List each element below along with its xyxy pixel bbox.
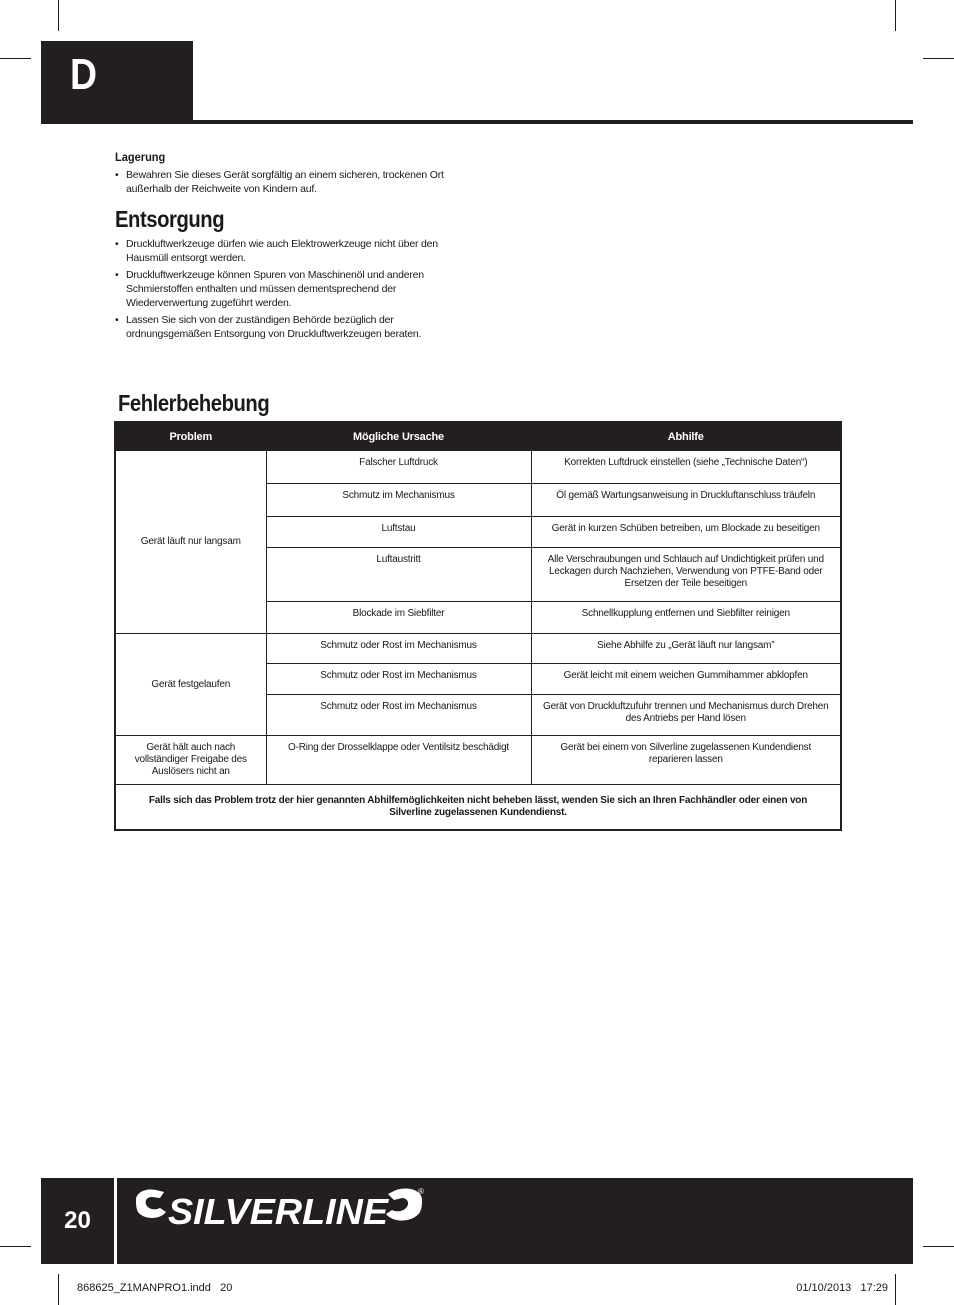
troubleshooting-table: [114, 421, 842, 831]
table-row: [115, 736, 841, 785]
crop-mark: [895, 1274, 896, 1305]
remedy-cell: Schnellkupplung entfernen und Siebfilter reinigen: [531, 602, 841, 634]
table-row: [115, 451, 841, 484]
remedy-cell: Öl gemäß Wartungsanweisung in Druckluftanschluss träufeln: [531, 484, 841, 517]
slug-date-time: 01/10/2013 17:29: [796, 1282, 888, 1294]
problem-cell: Gerät läuft nur langsam: [115, 451, 266, 634]
list-item: • Bewahren Sie dieses Gerät sorgfältig an einem sicheren, trockenen Ort außerhalb der Reichweite von Kindern auf.: [115, 168, 445, 196]
language-letter: D: [70, 50, 98, 99]
slug-file: 868625_Z1MANPRO1.indd 20: [77, 1282, 233, 1294]
footer-note: Falls sich das Problem trotz der hier genannten Abhilfemöglichkeiten nicht beheben lässt, wenden Sie sich an Ihren Fachhändler oder einen von Silverline zugelassenen Kundendienst.: [115, 785, 841, 831]
page-number: 20: [64, 1207, 91, 1234]
table-footer-row: [115, 785, 841, 831]
disposal-heading: Entsorgung: [115, 206, 225, 232]
cause-cell: Schmutz oder Rost im Mechanismus: [266, 664, 531, 695]
list-item: • Druckluftwerkzeuge können Spuren von Maschinenöl und anderen Schmierstoffen enthalten und müssen dementsprechend der Wiederverwertung zugeführt werden.: [115, 268, 445, 310]
language-tab: [41, 41, 193, 121]
spanner-icon: [136, 1189, 166, 1218]
crop-mark: [923, 1246, 954, 1247]
storage-list: [115, 168, 445, 196]
cause-cell: Falscher Luftdruck: [266, 451, 531, 484]
problem-cell: Gerät festgelaufen: [115, 634, 266, 736]
column-header-remedy: Abhilfe: [531, 422, 841, 451]
cause-cell: Schmutz im Mechanismus: [266, 484, 531, 517]
header-rule: [41, 120, 913, 124]
registered-mark: ®: [418, 1187, 424, 1196]
table-header-row: [115, 422, 841, 451]
remedy-cell: Siehe Abhilfe zu „Gerät läuft nur langsam”: [531, 634, 841, 664]
remedy-cell: Gerät in kurzen Schüben betreiben, um Blockade zu beseitigen: [531, 517, 841, 548]
list-item: • Lassen Sie sich von der zuständigen Behörde bezüglich der ordnungsgemäßen Entsorgung von Druckluftwerkzeugen beraten.: [115, 313, 445, 341]
table-row: [115, 634, 841, 664]
disposal-list: [115, 237, 445, 341]
remedy-cell: Alle Verschraubungen und Schlauch auf Undichtigkeit prüfen und Leckagen durch Nachziehen, Verwendung von PTFE-Band oder Ersetzen der Teile beseitigen: [531, 548, 841, 602]
crop-mark: [0, 1246, 31, 1247]
remedy-cell: Gerät bei einem von Silverline zugelassenen Kundendienst reparieren lassen: [531, 736, 841, 785]
crop-mark: [58, 0, 59, 31]
cause-cell: O-Ring der Drosselklappe oder Ventilsitz beschädigt: [266, 736, 531, 785]
storage-heading: Lagerung: [115, 150, 166, 164]
storage-disposal-section: [115, 150, 445, 344]
crop-mark: [0, 58, 31, 59]
remedy-cell: Korrekten Luftdruck einstellen (siehe „Technische Daten“): [531, 451, 841, 484]
cause-cell: Luftaustritt: [266, 548, 531, 602]
crop-mark: [895, 0, 896, 31]
cause-cell: Schmutz oder Rost im Mechanismus: [266, 634, 531, 664]
column-header-problem: Problem: [115, 422, 266, 451]
remedy-cell: Gerät leicht mit einem weichen Gummihammer abklopfen: [531, 664, 841, 695]
footer-divider: [114, 1178, 117, 1264]
crop-mark: [58, 1274, 59, 1305]
cause-cell: Luftstau: [266, 517, 531, 548]
cause-cell: Blockade im Siebfilter: [266, 602, 531, 634]
crop-mark: [923, 58, 954, 59]
column-header-cause: Mögliche Ursache: [266, 422, 531, 451]
brand-wordmark: SILVERLINE: [168, 1191, 390, 1232]
problem-cell: Gerät hält auch nach vollständiger Freigabe des Auslösers nicht an: [115, 736, 266, 785]
cause-cell: Schmutz oder Rost im Mechanismus: [266, 695, 531, 736]
silverline-logo: [130, 1184, 430, 1242]
list-item: • Druckluftwerkzeuge dürfen wie auch Elektrowerkzeuge nicht über den Hausmüll entsorgt werden.: [115, 237, 445, 265]
troubleshooting-heading: Fehlerbehebung: [118, 390, 270, 416]
spanner-icon: [386, 1188, 422, 1220]
remedy-cell: Gerät von Druckluftzufuhr trennen und Mechanismus durch Drehen des Antriebs per Hand lösen: [531, 695, 841, 736]
